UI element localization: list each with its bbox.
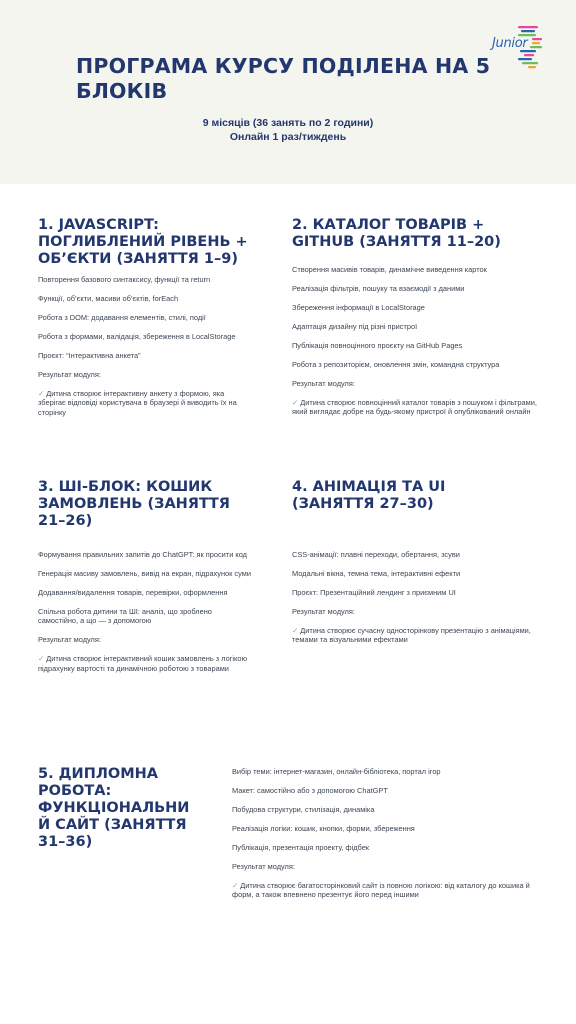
- list-item: Проєкт: Презентаційний лендинг з приємним UI: [292, 588, 456, 597]
- check-icon: ✓: [292, 398, 299, 407]
- junior-logo: [488, 22, 550, 72]
- outcome-text: Дитина створює інтерактивну анкету з формою, яка зберігає відповіді користувача в браузері й виводить їх на сторінку: [38, 389, 237, 417]
- result-label: Результат модуля:: [232, 862, 295, 871]
- check-icon: ✓: [38, 389, 45, 398]
- outcome-text: Дитина створює повноцінний каталог товарів з пошуком і фільтрами, який виглядає добре на будь-якому пристрої й опублікований онлайн: [292, 398, 537, 417]
- logo-wordmark: Junior: [492, 36, 528, 51]
- result-label: Результат модуля:: [38, 635, 101, 645]
- block-2-items: [292, 265, 537, 417]
- course-duration: 9 місяців (36 занять по 2 години): [202, 117, 374, 129]
- list-item: Робота з формами, валідація, збереження в LocalStorage: [38, 332, 236, 341]
- list-item: Функції, об’єкти, масиви об’єктів, forEach: [38, 294, 179, 303]
- list-item: Вибір теми: інтернет-магазин, онлайн-бібліотека, портал ігор: [232, 767, 441, 776]
- outcome-text: Дитина створює інтерактивний кошик замовлень з логікою підрахунку вартості та динамічною роботою з товарами: [38, 654, 247, 673]
- list-item: Робота з DOM: додавання елементів, стилі, події: [38, 313, 206, 322]
- check-icon: ✓: [292, 626, 299, 635]
- list-item: Модальні вікна, темна тема, інтерактивні ефекти: [292, 569, 461, 578]
- result-outcome: [292, 626, 542, 645]
- result-outcome: [232, 881, 542, 900]
- check-icon: ✓: [38, 654, 45, 664]
- page-title: ПРОГРАМА КУРСУ ПОДІЛЕНА НА 5 БЛОКІВ: [76, 54, 491, 103]
- result-label: Результат модуля:: [292, 379, 355, 388]
- block-2-title: 2. КАТАЛОГ ТОВАРІВ + GITHUB (ЗАНЯТТЯ 11–20): [292, 217, 501, 250]
- result-label: Результат модуля:: [38, 370, 101, 379]
- course-subtitle: [0, 116, 576, 144]
- block-5-items: [232, 767, 542, 900]
- outcome-text: Дитина створює багатосторінковий сайт із повною логікою: від каталогу до кошика й форм, а також впевнено презентує його перед іншими: [232, 881, 530, 900]
- list-item: Побудова структури, стилізація, динаміка: [232, 805, 375, 814]
- list-item: Макет: самостійно або з допомогою ChatGPT: [232, 786, 388, 795]
- list-item: Публікація, презентація проекту, фідбек: [232, 843, 370, 852]
- course-schedule: Онлайн 1 раз/тиждень: [229, 131, 347, 143]
- list-item: CSS-анімації: плавні переходи, обертання, зсуви: [292, 550, 460, 559]
- check-icon: ✓: [232, 881, 239, 890]
- list-item: Реалізація фільтрів, пошуку та взаємодії з даними: [292, 284, 465, 293]
- result-label: Результат модуля:: [292, 607, 355, 616]
- outcome-text: Дитина створює сучасну односторінкову презентацію з анімаціями, темами та візуальними ефектами: [292, 626, 531, 645]
- list-item: Формування правильних запитів до ChatGPT: як просити код: [38, 550, 247, 559]
- list-item: Проєкт: “Інтерактивна анкета”: [38, 351, 141, 360]
- list-item: Адаптація дизайну під різні пристрої: [292, 322, 418, 331]
- list-item: Збереження інформації в LocalStorage: [292, 303, 425, 312]
- block-3-items: [38, 550, 253, 673]
- block-1-items: [38, 275, 253, 417]
- block-5-title: 5. ДИПЛОМНА РОБОТА: ФУНКЦІОНАЛЬНИ Й САЙТ (ЗАНЯТТЯ 31–36): [38, 766, 190, 850]
- block-4-title: 4. АНІМАЦІЯ ТА UI (ЗАНЯТТЯ 27–30): [292, 479, 446, 512]
- block-3-title: 3. ШІ-БЛОК: КОШИК ЗАМОВЛЕНЬ (ЗАНЯТТЯ 21–26): [38, 479, 230, 529]
- result-outcome: [38, 389, 253, 417]
- list-item: Реалізація логіки: кошик, кнопки, форми, збереження: [232, 824, 415, 833]
- block-1-title: 1. JAVASCRIPT: ПОГЛИБЛЕНИЙ РІВЕНЬ + ОБ’ЄКТИ (ЗАНЯТТЯ 1–9): [38, 217, 248, 267]
- list-item: Спільна робота дитини та ШІ: аналіз, що зроблено самостійно, а що — з допомогою: [38, 607, 212, 626]
- list-item: Додавання/видалення товарів, перевірки, оформлення: [38, 588, 228, 597]
- result-outcome: [292, 398, 537, 417]
- list-item: Повторення базового синтаксису, функції та return: [38, 275, 211, 284]
- list-item: Робота з репозиторієм, оновлення змін, командна структура: [292, 360, 500, 369]
- block-4-items: [292, 550, 542, 645]
- list-item: Публікація повноцінного проєкту на GitHub Pages: [292, 341, 463, 350]
- list-item: Генерація масиву замовлень, вивід на екран, підрахунок суми: [38, 569, 251, 578]
- result-outcome: [38, 654, 253, 673]
- list-item: Створення масивів товарів, динамічне виведення карток: [292, 265, 487, 274]
